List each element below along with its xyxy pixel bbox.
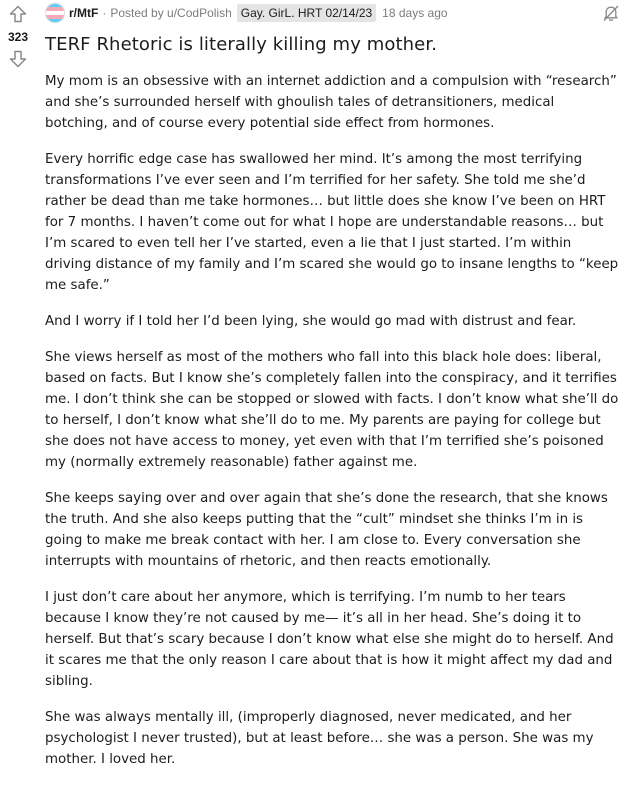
bell-icon (602, 4, 620, 22)
downvote-button[interactable] (7, 48, 29, 70)
post-paragraph: I just don’t care about her anymore, which is terrifying. I’m numb to her tears because I know they’re not caused by me— it’s all in her head. She’s doing it to herself. But that’s scary because I don’t know what else she might do to herself. And it scares me that the only reason I care about that is how it might affect my dad and sibling. (45, 590, 614, 689)
post-title[interactable]: TERF Rhetoric is literally killing my mother. (45, 34, 438, 55)
vote-column (0, 0, 36, 70)
meta-separator: · (102, 6, 107, 20)
post-paragraph: She was always mentally ill, (improperly diagnosed, never medicated, and her psychologist I never trusted), but at least before… she was a person. She was my mother. I loved her. (45, 710, 594, 767)
author-username[interactable]: u/CodPolish (167, 6, 232, 20)
post (45, 0, 620, 785)
post-paragraph: She views herself as most of the mothers who fall into this black hole does: liberal, based on facts. But I know she’s completely fallen into the conspiracy, and it terrifies me. I don’t think she can be stopped or slowed with facts. I don’t know what she’ll do to herself, I don’t know what she’ll do to me. My parents are paying for college but she does not have access to money, yet even with that I’m terrified she’s poisoned my (normally extremely reasonable) father against me. (45, 350, 619, 470)
post-paragraph: Every horrific edge case has swallowed her mind. It’s among the most terrifying transformations I’ve ever seen and I’m terrified for her safety. She told me she’d rather be dead than me take hormones… but little does she know I’ve been on HRT for 7 months. I haven’t come out for what I hope are understandable reasons… but I’m scared to even tell her I’ve started, even a lie that I just started. I’m within driving distance of my family and I’m scared she would go to insane lengths to “keep me safe.” (45, 152, 619, 293)
subreddit-link[interactable]: r/MtF (69, 6, 99, 20)
post-meta (45, 1, 620, 25)
post-paragraph: My mom is an obsessive with an internet addiction and a compulsion with “research” and she’s surrounded herself with ghoulish tales of detransitioners, medical botching, and of course every potential side effect from hormones. (45, 74, 617, 131)
subreddit-trans-flag-icon[interactable] (45, 3, 65, 23)
post-paragraph: And I worry if I told her I’d been lying, she would go mad with distrust and fear. (45, 314, 577, 329)
notification-button[interactable] (602, 4, 620, 22)
posted-by-label: Posted by (110, 6, 164, 20)
upvote-button[interactable] (7, 3, 29, 25)
post-body (45, 71, 620, 770)
post-time[interactable]: 18 days ago (382, 6, 448, 20)
upvote-arrow-icon (8, 4, 28, 24)
user-flair: Gay. GirL. HRT 02/14/23 (237, 4, 376, 22)
downvote-arrow-icon (8, 49, 28, 69)
vote-count: 323 (7, 30, 29, 44)
post-paragraph: She keeps saying over and over again that she’s done the research, that she knows the truth. And she also keeps putting that the “cult” mindset she thinks I’m in is going to make me break contact with her. I am close to. Every conversation she interrupts with mountains of rhetoric, and then reacts emotionally. (45, 491, 608, 569)
